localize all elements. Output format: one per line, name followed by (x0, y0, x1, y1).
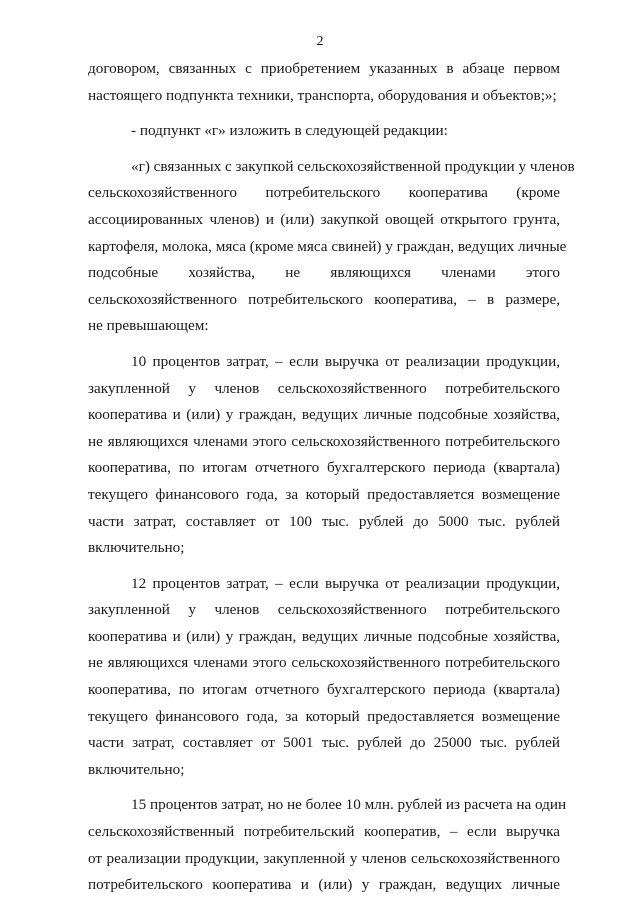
paragraph-gap (88, 562, 560, 571)
document-body (88, 56, 575, 899)
text-line: закупленной у членов сельскохозяйственного потребительского (88, 379, 560, 397)
text-line: картофеля, молока, мяса (кроме мяса свиней) у граждан, ведущих личные (88, 237, 567, 255)
text-line: части затрат, составляет от 100 тыс. рублей до 5000 тыс. рублей (88, 512, 560, 530)
text-line: не являющихся членами этого сельскохозяйственного потребительского (88, 432, 560, 450)
text-line: кооператива, по итогам отчетного бухгалтерского периода (квартала) (88, 681, 560, 699)
paragraph-gap (88, 145, 560, 154)
text-line: включительно; (88, 760, 185, 778)
text-line: - подпункт «г» изложить в следующей редакции: (131, 122, 448, 140)
text-line: 10 процентов затрат, – если выручка от реализации продукции, (131, 352, 560, 370)
text-line: кооператива и (или) у граждан, ведущих личные подсобные хозяйства, (88, 406, 560, 424)
text-line: части затрат, составляет от 5001 тыс. рублей до 25000 тыс. рублей (88, 734, 560, 752)
text-line: ассоциированных членов) и (или) закупкой овощей открытого грунта, (88, 210, 560, 228)
text-line: настоящего подпункта техники, транспорта, оборудования и объектов;»; (88, 86, 557, 104)
text-line: текущего финансового года, за который предоставляется возмещение (88, 485, 560, 503)
paragraph-gap (88, 109, 560, 118)
paragraph-gap (88, 783, 560, 792)
text-line: кооператива, по итогам отчетного бухгалтерского периода (квартала) (88, 459, 560, 477)
text-line: сельскохозяйственного потребительского кооператива, – в размере, (88, 290, 560, 308)
text-line: «г) связанных с закупкой сельскохозяйственной продукции у членов (131, 157, 575, 175)
text-line: 15 процентов затрат, но не более 10 млн. рублей из расчета на один (131, 796, 567, 814)
text-line: подсобные хозяйства, не являющихся членами этого (88, 264, 560, 282)
text-line: сельскохозяйственный потребительский кооператив, – если выручка (88, 823, 560, 841)
page-number: 2 (316, 34, 324, 49)
text-line: от реализации продукции, закупленной у членов сельскохозяйственного (88, 849, 560, 867)
paragraph-gap (88, 340, 560, 349)
text-line: кооператива и (или) у граждан, ведущих личные подсобные хозяйства, (88, 627, 560, 645)
text-line: договором, связанных с приобретением указанных в абзаце первом (88, 60, 560, 77)
text-line: сельскохозяйственного потребительского кооператива (кроме (88, 184, 560, 202)
text-line: 12 процентов затрат, – если выручка от реализации продукции, (131, 574, 560, 592)
text-line: не являющихся членами этого сельскохозяйственного потребительского (88, 654, 560, 672)
text-line: не превышающем: (88, 317, 209, 335)
text-line: текущего финансового года, за который предоставляется возмещение (88, 707, 560, 725)
text-line: включительно; (88, 539, 185, 557)
text-line: закупленной у членов сельскохозяйственного потребительского (88, 601, 560, 619)
text-line: потребительского кооператива и (или) у граждан, ведущих личные (88, 876, 560, 894)
